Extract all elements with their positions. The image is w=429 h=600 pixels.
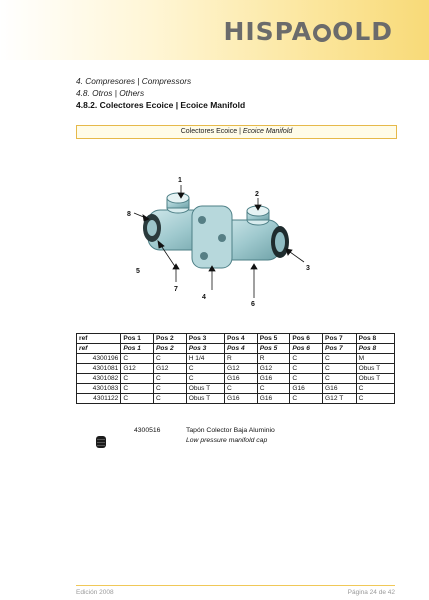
callout-2: 2 xyxy=(255,191,259,198)
table-cell: Obus T xyxy=(356,374,394,384)
manifold-cap-icon xyxy=(94,434,108,450)
table-cell: C xyxy=(154,394,187,404)
callout-8: 8 xyxy=(127,211,131,218)
table-cell: C xyxy=(186,364,224,374)
table-cell: C xyxy=(121,374,154,384)
table-cell: Obus T xyxy=(186,384,224,394)
table-cell: C xyxy=(290,394,323,404)
table-cell: Obus T xyxy=(356,364,394,374)
header-banner xyxy=(0,0,429,60)
footer-page-number: Página 24 de 42 xyxy=(347,589,395,596)
table-subheader-row xyxy=(77,344,395,354)
table-cell-ref: 4300196 xyxy=(77,354,121,364)
table-cell: C xyxy=(356,384,394,394)
table-header-cell: ref xyxy=(77,334,121,344)
table-cell: C xyxy=(154,354,187,364)
table-cell: G12 xyxy=(121,364,154,374)
table-cell: C xyxy=(290,364,323,374)
table-cell: G16 xyxy=(290,384,323,394)
table-cell: C xyxy=(186,374,224,384)
section-title: 4.8.2. Colectores Ecoice | Ecoice Manifold xyxy=(76,100,246,110)
table-subheader-cell: Pos 2 xyxy=(154,344,187,354)
table-header-cell: Pos 2 xyxy=(154,334,187,344)
table-cell: G12 xyxy=(257,364,290,374)
title-es: Colectores Ecoice xyxy=(180,128,238,135)
manifold-body xyxy=(143,193,289,268)
manifold-diagram xyxy=(118,170,324,310)
table-row xyxy=(77,374,395,384)
table-cell: C xyxy=(323,364,357,374)
accessory-name-es: Tapón Colector Baja Aluminio xyxy=(186,427,275,434)
table-cell: M xyxy=(356,354,394,364)
table-cell: H 1/4 xyxy=(186,354,224,364)
table-cell: G16 xyxy=(225,394,258,404)
table-cell: G16 xyxy=(225,374,258,384)
table-cell: C xyxy=(225,384,258,394)
logo-ring-icon xyxy=(313,24,331,42)
table-header-row xyxy=(77,334,395,344)
callout-1: 1 xyxy=(178,177,182,184)
table-cell: R xyxy=(257,354,290,364)
table-cell: C xyxy=(154,384,187,394)
table-header-cell: Pos 7 xyxy=(323,334,357,344)
callout-6: 6 xyxy=(251,301,255,308)
table-cell: G12 xyxy=(154,364,187,374)
title-en: Ecoice Manifold xyxy=(242,128,293,135)
table-cell: G16 xyxy=(323,384,357,394)
table-subheader-cell: Pos 1 xyxy=(121,344,154,354)
table-subheader-cell: Pos 6 xyxy=(290,344,323,354)
table-cell-ref: 4301082 xyxy=(77,374,121,384)
table-cell: C xyxy=(154,374,187,384)
table-subheader-cell: Pos 7 xyxy=(323,344,357,354)
table-cell: C xyxy=(290,374,323,384)
footer-edition: Edición 2008 xyxy=(76,589,114,596)
product-title-box xyxy=(76,125,397,139)
table-subheader-cell: Pos 4 xyxy=(225,344,258,354)
table-header-cell: Pos 1 xyxy=(121,334,154,344)
table-cell-ref: 4301083 xyxy=(77,384,121,394)
table-header-cell: Pos 6 xyxy=(290,334,323,344)
table-row xyxy=(77,354,395,364)
table-subheader-cell: Pos 8 xyxy=(356,344,394,354)
table-cell: C xyxy=(323,354,357,364)
table-cell: G16 xyxy=(257,374,290,384)
callout-3: 3 xyxy=(306,265,310,272)
callout-7: 7 xyxy=(174,286,178,293)
table-header-cell: Pos 3 xyxy=(186,334,224,344)
breadcrumb-level-2: 4.8. Otros | Others xyxy=(76,88,145,98)
table-header-cell: Pos 5 xyxy=(257,334,290,344)
table-subheader-cell: ref xyxy=(77,344,121,354)
table-cell: Obus T xyxy=(186,394,224,404)
table-cell: C xyxy=(121,394,154,404)
breadcrumb-level-1: 4. Compresores | Compressors xyxy=(76,76,192,86)
table-cell-ref: 4301122 xyxy=(77,394,121,404)
table-cell: C xyxy=(290,354,323,364)
accessory-name-en: Low pressure manifold cap xyxy=(186,437,268,444)
table-cell: C xyxy=(257,384,290,394)
table-header-cell: Pos 8 xyxy=(356,334,394,344)
table-row xyxy=(77,364,395,374)
table-subheader-cell: Pos 3 xyxy=(186,344,224,354)
table-cell: C xyxy=(356,394,394,404)
table-cell: G12 T xyxy=(323,394,357,404)
footer-divider xyxy=(76,585,395,586)
table-cell: G12 xyxy=(225,364,258,374)
accessory-code: 4300516 xyxy=(134,427,161,434)
table-cell: C xyxy=(323,374,357,384)
table-cell: G16 xyxy=(257,394,290,404)
table-subheader-cell: Pos 5 xyxy=(257,344,290,354)
table-row xyxy=(77,394,395,404)
brand-logo: HISPA OLD xyxy=(223,17,393,46)
table-cell-ref: 4301081 xyxy=(77,364,121,374)
table-header-cell: Pos 4 xyxy=(225,334,258,344)
callout-5: 5 xyxy=(136,268,140,275)
table-cell: C xyxy=(121,384,154,394)
table-cell: R xyxy=(225,354,258,364)
title-separator: | xyxy=(237,128,243,135)
manifold-spec-table xyxy=(76,333,395,404)
table-cell: C xyxy=(121,354,154,364)
table-row xyxy=(77,384,395,394)
callout-4: 4 xyxy=(202,294,206,301)
